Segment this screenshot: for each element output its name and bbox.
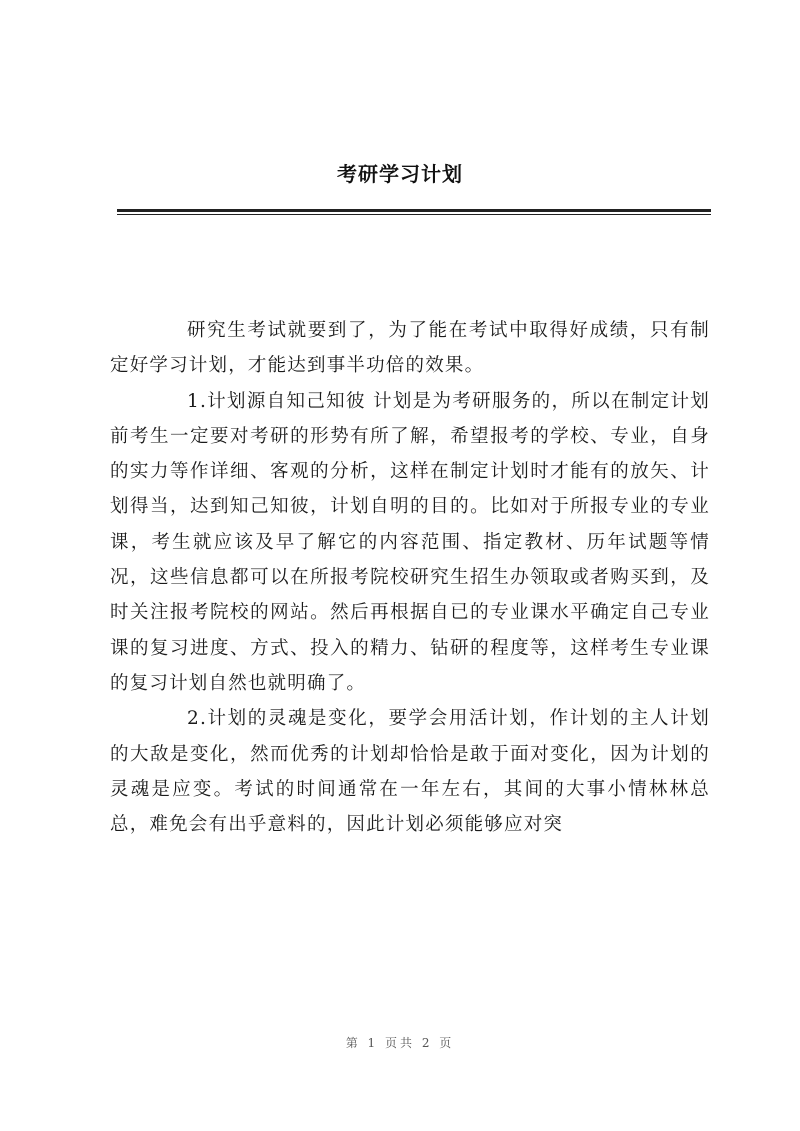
paragraph-intro: 研究生考试就要到了，为了能在考试中取得好成绩，只有制定好学习计划，才能达到事半功倍的效果。 <box>110 320 710 377</box>
document-title: 考研学习计划 <box>337 162 463 186</box>
title-underline-thin <box>117 214 711 215</box>
title-underline <box>117 209 711 212</box>
document-body <box>110 313 710 842</box>
paragraph-section-1: 1.计划源自知己知彼 计划是为考研服务的，所以在制定计划前考生一定要对考研的形势有所了解，希望报考的学校、专业，自身的实力等作详细、客观的分析，这样在制定计划时才能有的放矢、计划得当，达到知己知彼，计划自明的目的。比如对于所报专业的专业课，考生就应该及早了解它的内容范围、指定教材、历年试题等情况，这些信息都可以在所报考院校研究生招生办领取或者购买到，及时关注报考院校的网站。然后再根据自已的专业课水平确定自己专业课的复习进度、方式、投入的精力、钻研的程度等，这样考生专业课的复习计划自然也就明确了。 <box>110 390 710 694</box>
page-footer: 第 1 页共 2 页 <box>345 1036 455 1050</box>
paragraph-section-2: 2.计划的灵魂是变化，要学会用活计划，作计划的主人计划的大敌是变化，然而优秀的计划却恰恰是敢于面对变化，因为计划的灵魂是应变。考试的时间通常在一年左右，其间的大事小情林林总总，难免会有出乎意料的，因此计划必须能够应对突 <box>110 708 710 836</box>
